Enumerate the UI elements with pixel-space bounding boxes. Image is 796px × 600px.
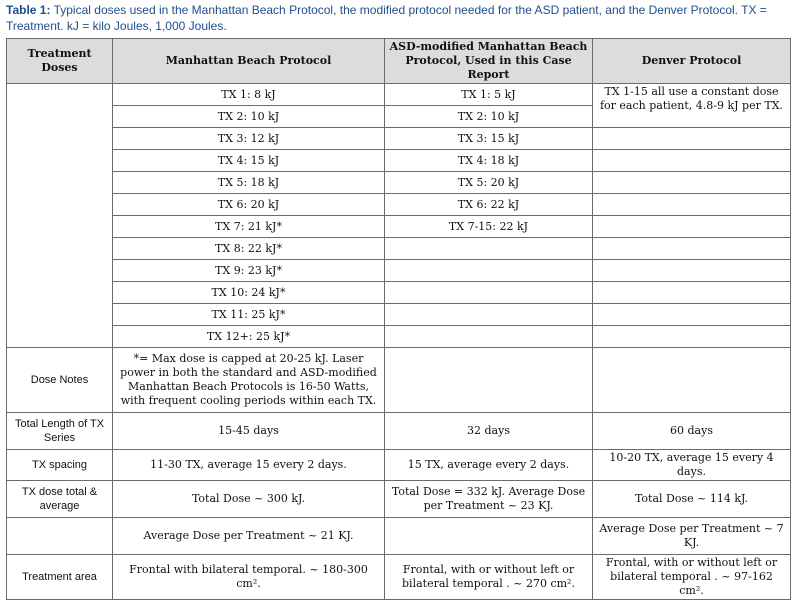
total-length-label: Total Length of TX Series	[7, 413, 113, 450]
area-row	[7, 555, 791, 600]
caption-label: Table 1:	[6, 3, 51, 17]
asd-dose: TX 1: 5 kJ	[385, 84, 593, 106]
denver-dose	[593, 304, 791, 326]
dose-row	[7, 238, 791, 260]
asd-dose	[385, 304, 593, 326]
total-length-row	[7, 413, 791, 450]
denver-dose	[593, 282, 791, 304]
average-row	[7, 518, 791, 555]
dose-row	[7, 172, 791, 194]
manhattan-dose: TX 3: 12 kJ	[113, 128, 385, 150]
dose-notes-label: Dose Notes	[7, 348, 113, 413]
dose-row	[7, 260, 791, 282]
denver-dose: TX 1-15 all use a constant dose for each patient, 4.8-9 kJ per TX.	[593, 84, 791, 128]
average-rowhead	[7, 518, 113, 555]
dose-row	[7, 150, 791, 172]
header-denver: Denver Protocol	[593, 39, 791, 84]
dose-row	[7, 84, 791, 106]
manhattan-dose: TX 5: 18 kJ	[113, 172, 385, 194]
total-length-denver: 60 days	[593, 413, 791, 450]
dose-row	[7, 194, 791, 216]
spacing-denver: 10-20 TX, average 15 every 4 days.	[593, 450, 791, 481]
table-caption	[6, 2, 790, 34]
spacing-manhattan: 11-30 TX, average 15 every 2 days.	[113, 450, 385, 481]
asd-dose	[385, 238, 593, 260]
total-length-asd: 32 days	[385, 413, 593, 450]
dose-row	[7, 282, 791, 304]
dose-total-manhattan: Total Dose ~ 300 kJ.	[113, 481, 385, 518]
area-label: Treatment area	[7, 555, 113, 600]
dose-row	[7, 326, 791, 348]
asd-dose: TX 7-15: 22 kJ	[385, 216, 593, 238]
header-asd-modified: ASD-modified Manhattan Beach Protocol, Used in this Case Report	[385, 39, 593, 84]
manhattan-dose: TX 12+: 25 kJ*	[113, 326, 385, 348]
denver-dose	[593, 238, 791, 260]
spacing-label: TX spacing	[7, 450, 113, 481]
spacing-asd: 15 TX, average every 2 days.	[385, 450, 593, 481]
asd-dose: TX 3: 15 kJ	[385, 128, 593, 150]
manhattan-dose: TX 2: 10 kJ	[113, 106, 385, 128]
dose-row	[7, 216, 791, 238]
average-manhattan: Average Dose per Treatment ~ 21 KJ.	[113, 518, 385, 555]
dose-notes-denver	[593, 348, 791, 413]
asd-dose	[385, 326, 593, 348]
denver-dose	[593, 150, 791, 172]
denver-dose	[593, 194, 791, 216]
dose-rowhead	[7, 84, 113, 348]
asd-dose: TX 6: 22 kJ	[385, 194, 593, 216]
asd-dose	[385, 260, 593, 282]
manhattan-dose: TX 9: 23 kJ*	[113, 260, 385, 282]
asd-dose: TX 2: 10 kJ	[385, 106, 593, 128]
asd-dose: TX 5: 20 kJ	[385, 172, 593, 194]
asd-dose	[385, 282, 593, 304]
manhattan-dose: TX 11: 25 kJ*	[113, 304, 385, 326]
dose-total-label: TX dose total & average	[7, 481, 113, 518]
denver-dose	[593, 216, 791, 238]
dose-total-denver: Total Dose ~ 114 kJ.	[593, 481, 791, 518]
manhattan-dose: TX 4: 15 kJ	[113, 150, 385, 172]
manhattan-dose: TX 1: 8 kJ	[113, 84, 385, 106]
manhattan-dose: TX 6: 20 kJ	[113, 194, 385, 216]
dose-row	[7, 128, 791, 150]
denver-dose	[593, 326, 791, 348]
dose-notes-text: *= Max dose is capped at 20-25 kJ. Laser power in both the standard and ASD-modified Manhattan Beach Protocols is 16-50 Watts, with frequent cooling periods within each TX.	[113, 348, 385, 413]
header-treatment-doses: Treatment Doses	[7, 39, 113, 84]
average-denver: Average Dose per Treatment ~ 7 KJ.	[593, 518, 791, 555]
dose-total-row	[7, 481, 791, 518]
dose-total-asd: Total Dose = 332 kJ. Average Dose per Treatment ~ 23 KJ.	[385, 481, 593, 518]
header-manhattan: Manhattan Beach Protocol	[113, 39, 385, 84]
manhattan-dose: TX 10: 24 kJ*	[113, 282, 385, 304]
average-asd	[385, 518, 593, 555]
dose-notes-asd	[385, 348, 593, 413]
area-manhattan: Frontal with bilateral temporal. ~ 180-300 cm².	[113, 555, 385, 600]
area-denver: Frontal, with or without left or bilateral temporal . ~ 97-162 cm².	[593, 555, 791, 600]
denver-dose	[593, 172, 791, 194]
manhattan-dose: TX 7: 21 kJ*	[113, 216, 385, 238]
dose-table	[6, 38, 791, 600]
total-length-manhattan: 15-45 days	[113, 413, 385, 450]
spacing-row	[7, 450, 791, 481]
manhattan-dose: TX 8: 22 kJ*	[113, 238, 385, 260]
denver-dose	[593, 260, 791, 282]
asd-dose: TX 4: 18 kJ	[385, 150, 593, 172]
area-asd: Frontal, with or without left or bilateral temporal . ~ 270 cm².	[385, 555, 593, 600]
denver-dose	[593, 128, 791, 150]
caption-text: Typical doses used in the Manhattan Beach Protocol, the modified protocol needed for the ASD patient, and the Denver Protocol. TX = Treatment. kJ = kilo Joules, 1,000 Joules.	[6, 3, 767, 33]
dose-notes-row	[7, 348, 791, 413]
header-row	[7, 39, 791, 84]
dose-row	[7, 304, 791, 326]
